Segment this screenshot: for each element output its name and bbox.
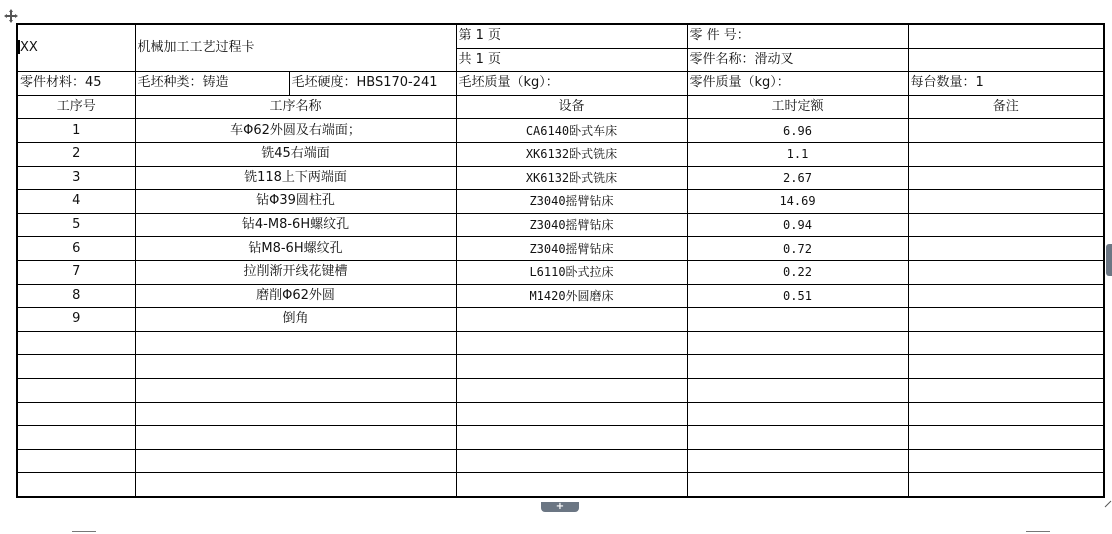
step-no-cell[interactable]: 6 [17, 237, 135, 261]
note-cell[interactable] [908, 308, 1104, 332]
note-cell[interactable] [908, 378, 1104, 402]
equipment-cell[interactable] [456, 402, 687, 426]
table-row [17, 331, 1104, 355]
step-name-cell[interactable]: 倒角 [135, 308, 456, 332]
note-cell[interactable] [908, 284, 1104, 308]
time-cell[interactable]: 0.51 [687, 284, 908, 308]
col-header-time[interactable]: 工时定额 [687, 95, 908, 119]
process-card-table [16, 23, 1105, 498]
step-no-cell[interactable] [17, 355, 135, 379]
step-name-cell[interactable] [135, 402, 456, 426]
note-cell[interactable] [908, 260, 1104, 284]
table-row [17, 426, 1104, 450]
equipment-cell[interactable]: XK6132卧式铣床 [456, 166, 687, 190]
step-name-cell[interactable]: 铣45右端面 [135, 142, 456, 166]
material-cell[interactable]: 零件材料：45 [17, 72, 135, 96]
card-title[interactable]: 机械加工工艺过程卡 [135, 24, 456, 72]
note-cell[interactable] [908, 142, 1104, 166]
note-cell[interactable] [908, 331, 1104, 355]
step-no-cell[interactable]: 8 [17, 284, 135, 308]
time-cell[interactable] [687, 402, 908, 426]
time-cell[interactable] [687, 331, 908, 355]
equipment-cell[interactable] [456, 331, 687, 355]
part-number-label[interactable]: 零 件 号： [687, 24, 908, 48]
table-row [17, 308, 1104, 332]
time-cell[interactable]: 2.67 [687, 166, 908, 190]
footer-tick-right [1026, 531, 1050, 532]
table-row [17, 473, 1104, 497]
equipment-cell[interactable]: L6110卧式拉床 [456, 260, 687, 284]
footer-tick-left [72, 531, 96, 532]
blank-hardness-cell[interactable]: 毛坯硬度：HBS170-241 [289, 72, 456, 96]
step-name-cell[interactable]: 磨削Φ62外圆 [135, 284, 456, 308]
part-mass-cell[interactable]: 零件质量（kg）： [687, 72, 908, 96]
table-row [17, 119, 1104, 143]
table-row [17, 142, 1104, 166]
equipment-cell[interactable]: Z3040摇臂钻床 [456, 213, 687, 237]
equipment-cell[interactable]: M1420外圆磨床 [456, 284, 687, 308]
table-row [17, 378, 1104, 402]
step-no-cell[interactable]: 3 [17, 166, 135, 190]
step-name-cell[interactable] [135, 449, 456, 473]
move-icon[interactable] [3, 8, 19, 24]
resize-handle-icon[interactable] [1106, 244, 1112, 276]
time-cell[interactable] [687, 473, 908, 497]
note-cell[interactable] [908, 213, 1104, 237]
table-row [17, 449, 1104, 473]
page-number-cell[interactable]: 第 1 页 [456, 24, 687, 48]
time-cell[interactable]: 14.69 [687, 190, 908, 214]
equipment-cell[interactable]: CA6140卧式车床 [456, 119, 687, 143]
step-name-cell[interactable]: 钻Φ39圆柱孔 [135, 190, 456, 214]
step-name-cell[interactable]: 铣118上下两端面 [135, 166, 456, 190]
time-cell[interactable]: 6.96 [687, 119, 908, 143]
table-row [17, 190, 1104, 214]
time-cell[interactable]: 0.72 [687, 237, 908, 261]
step-no-cell[interactable]: 5 [17, 213, 135, 237]
step-no-cell[interactable] [17, 331, 135, 355]
note-cell[interactable] [908, 355, 1104, 379]
equipment-cell[interactable]: XK6132卧式铣床 [456, 142, 687, 166]
table-row [17, 166, 1104, 190]
step-name-cell[interactable] [135, 378, 456, 402]
step-name-cell[interactable] [135, 331, 456, 355]
company-cell[interactable]: XX [17, 24, 135, 72]
step-no-cell[interactable] [17, 378, 135, 402]
step-name-cell[interactable]: 钻M8-6H螺纹孔 [135, 237, 456, 261]
step-name-cell[interactable] [135, 355, 456, 379]
table-row [17, 355, 1104, 379]
page-total-cell[interactable]: 共 1 页 [456, 48, 687, 72]
col-header-step-name[interactable]: 工序名称 [135, 95, 456, 119]
note-cell[interactable] [908, 166, 1104, 190]
text-cursor [18, 40, 20, 54]
step-no-cell[interactable]: 4 [17, 190, 135, 214]
qty-per-unit-cell[interactable]: 每台数量：1 [908, 72, 1104, 96]
note-cell[interactable] [908, 237, 1104, 261]
equipment-cell[interactable] [456, 473, 687, 497]
equipment-cell[interactable] [456, 355, 687, 379]
note-cell[interactable] [908, 402, 1104, 426]
equipment-cell[interactable]: Z3040摇臂钻床 [456, 237, 687, 261]
time-cell[interactable]: 0.94 [687, 213, 908, 237]
corner-resize-icon[interactable] [1104, 500, 1112, 508]
step-no-cell[interactable]: 9 [17, 308, 135, 332]
step-no-cell[interactable] [17, 426, 135, 450]
step-no-cell[interactable] [17, 449, 135, 473]
time-cell[interactable] [687, 426, 908, 450]
step-name-cell[interactable]: 车Φ62外圆及右端面； [135, 119, 456, 143]
part-number-value[interactable] [908, 24, 1104, 48]
col-header-equipment[interactable]: 设备 [456, 95, 687, 119]
time-cell[interactable] [687, 449, 908, 473]
part-name-cell[interactable]: 零件名称：滑动叉 [687, 48, 908, 72]
time-cell[interactable] [687, 378, 908, 402]
note-cell[interactable] [908, 190, 1104, 214]
note-cell[interactable] [908, 426, 1104, 450]
time-cell[interactable] [687, 308, 908, 332]
time-cell[interactable] [687, 355, 908, 379]
step-name-cell[interactable] [135, 426, 456, 450]
step-no-cell[interactable]: 2 [17, 142, 135, 166]
equipment-cell[interactable] [456, 308, 687, 332]
time-cell[interactable]: 1.1 [687, 142, 908, 166]
col-header-step-no[interactable]: 工序号 [17, 95, 135, 119]
equipment-cell[interactable] [456, 449, 687, 473]
table-row [17, 284, 1104, 308]
equipment-cell[interactable] [456, 426, 687, 450]
add-row-button[interactable] [541, 502, 579, 512]
blank-type-cell[interactable]: 毛坯种类：铸造 [135, 72, 289, 96]
col-header-note[interactable]: 备注 [908, 95, 1104, 119]
step-no-cell[interactable]: 1 [17, 119, 135, 143]
note-cell[interactable] [908, 473, 1104, 497]
step-no-cell[interactable]: 7 [17, 260, 135, 284]
table-row [17, 260, 1104, 284]
time-cell[interactable]: 0.22 [687, 260, 908, 284]
note-cell[interactable] [908, 449, 1104, 473]
step-name-cell[interactable] [135, 473, 456, 497]
step-no-cell[interactable] [17, 402, 135, 426]
part-name-extra[interactable] [908, 48, 1104, 72]
table-row [17, 237, 1104, 261]
step-name-cell[interactable]: 拉削渐开线花键槽 [135, 260, 456, 284]
note-cell[interactable] [908, 119, 1104, 143]
plus-icon: + [555, 501, 565, 512]
step-no-cell[interactable] [17, 473, 135, 497]
table-row [17, 213, 1104, 237]
equipment-cell[interactable]: Z3040摇臂钻床 [456, 190, 687, 214]
blank-mass-cell[interactable]: 毛坯质量（kg）： [456, 72, 687, 96]
step-name-cell[interactable]: 钻4-M8-6H螺纹孔 [135, 213, 456, 237]
table-row [17, 402, 1104, 426]
equipment-cell[interactable] [456, 378, 687, 402]
